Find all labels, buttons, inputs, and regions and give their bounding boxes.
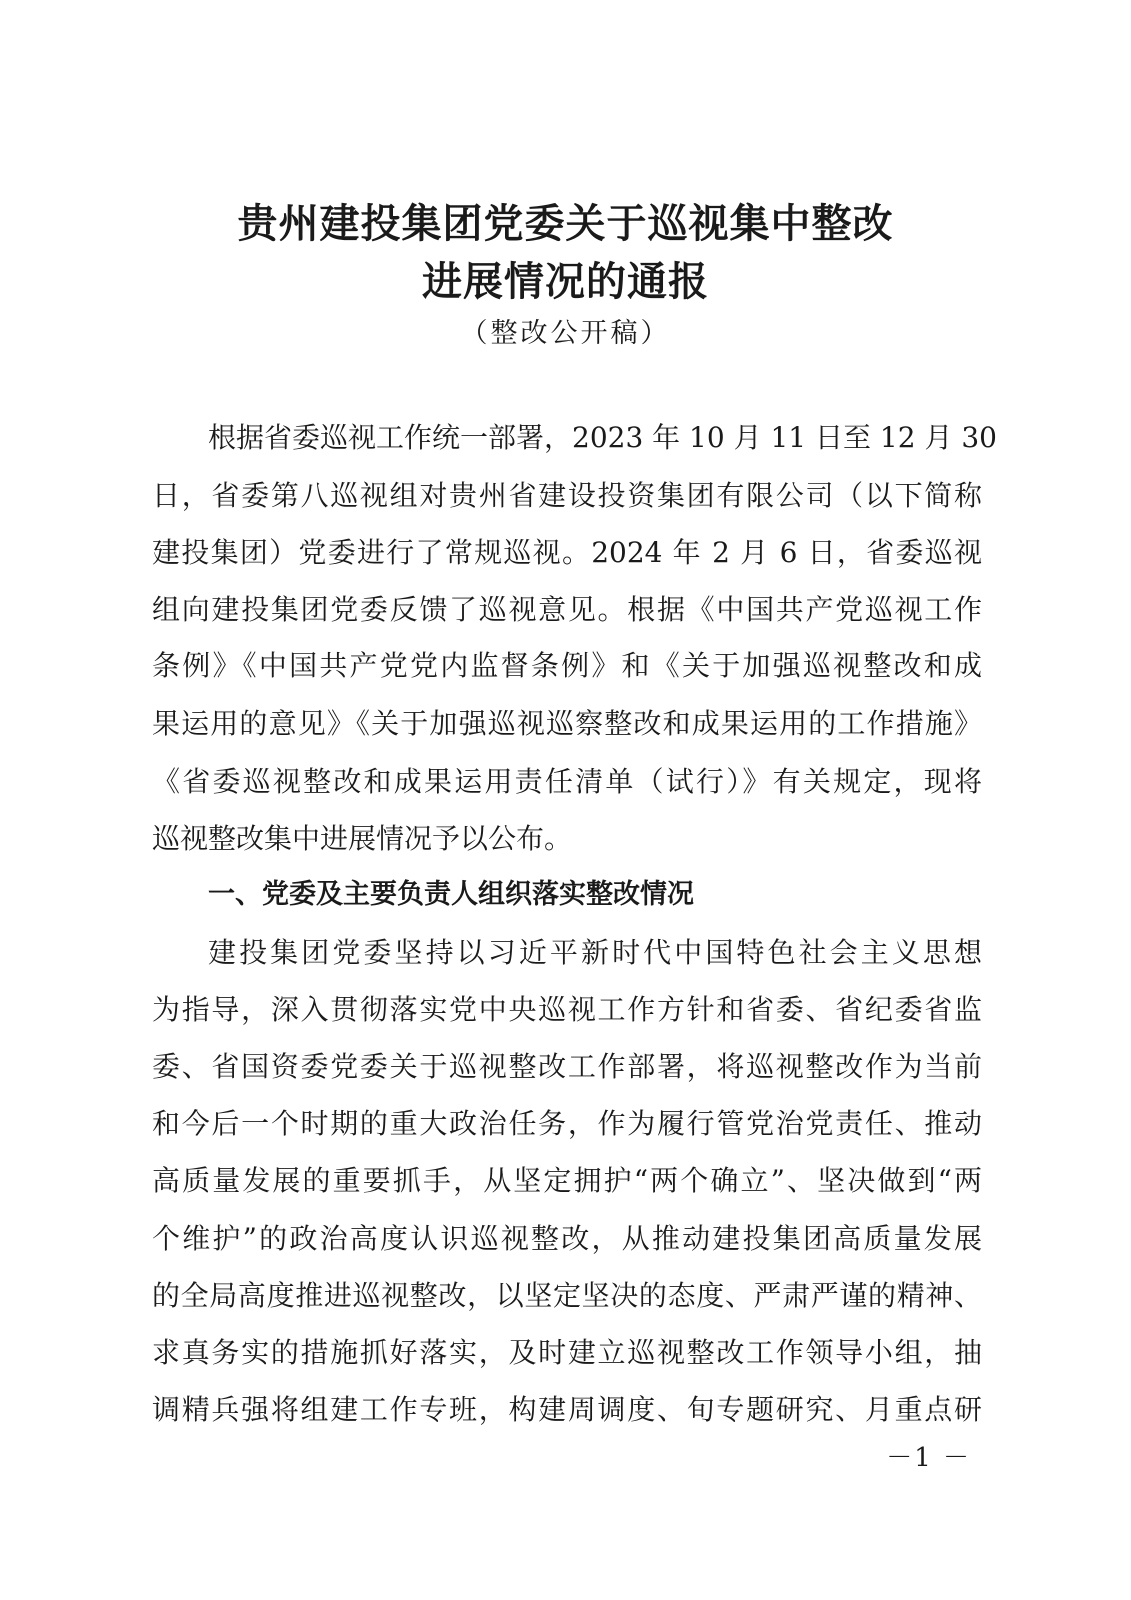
paragraph-1-line: 巡视整改集中进展情况予以公布。 [152,822,573,855]
paragraph-2-line: 建投集团党委坚持以习近平新时代中国特色社会主义思想 [208,936,982,969]
section-1-heading: 一、党委及主要负责人组织落实整改情况 [208,879,694,910]
paragraph-2-line: 的全局高度推进巡视整改，以坚定坚决的态度、严肃严谨的精神、 [152,1279,982,1312]
paragraph-1-line: 日，省委第八巡视组对贵州省建设投资集团有限公司（以下简称 [152,479,982,512]
paragraph-1-line: 建投集团）党委进行了常规巡视。2024 年 2 月 6 日，省委巡视 [152,536,982,569]
paragraph-2-line: 为指导，深入贯彻落实党中央巡视工作方针和省委、省纪委省监 [152,993,982,1026]
paragraph-1-line: 根据省委巡视工作统一部署，2023 年 10 月 11 日至 12 月 30 [208,421,997,454]
paragraph-2-line: 求真务实的措施抓好落实，及时建立巡视整改工作领导小组，抽 [152,1336,982,1369]
document-title-line-1: 贵州建投集团党委关于巡视集中整改 [237,201,894,247]
paragraph-2-line: 调精兵强将组建工作专班，构建周调度、旬专题研究、月重点研 [152,1393,982,1426]
page-number: －1 － [886,1443,971,1473]
paragraph-1-line: 果运用的意见》《关于加强巡视巡察整改和成果运用的工作措施》 [152,707,982,740]
document-subtitle: （整改公开稿） [460,318,671,349]
paragraph-1-line: 组向建投集团党委反馈了巡视意见。根据《中国共产党巡视工作 [152,593,982,626]
paragraph-2-line: 个维护”的政治高度认识巡视整改，从推动建投集团高质量发展 [152,1222,982,1255]
document-title-line-2: 进展情况的通报 [422,259,709,305]
paragraph-2-line: 高质量发展的重要抓手，从坚定拥护“两个确立”、坚决做到“两 [152,1164,982,1197]
paragraph-1-line: 《省委巡视整改和成果运用责任清单（试行）》有关规定，现将 [152,765,982,798]
paragraph-1-line: 条例》《中国共产党党内监督条例》和《关于加强巡视整改和成 [152,649,982,682]
paragraph-2-line: 和今后一个时期的重大政治任务，作为履行管党治党责任、推动 [152,1107,982,1140]
paragraph-2-line: 委、省国资委党委关于巡视整改工作部署，将巡视整改作为当前 [152,1050,982,1083]
